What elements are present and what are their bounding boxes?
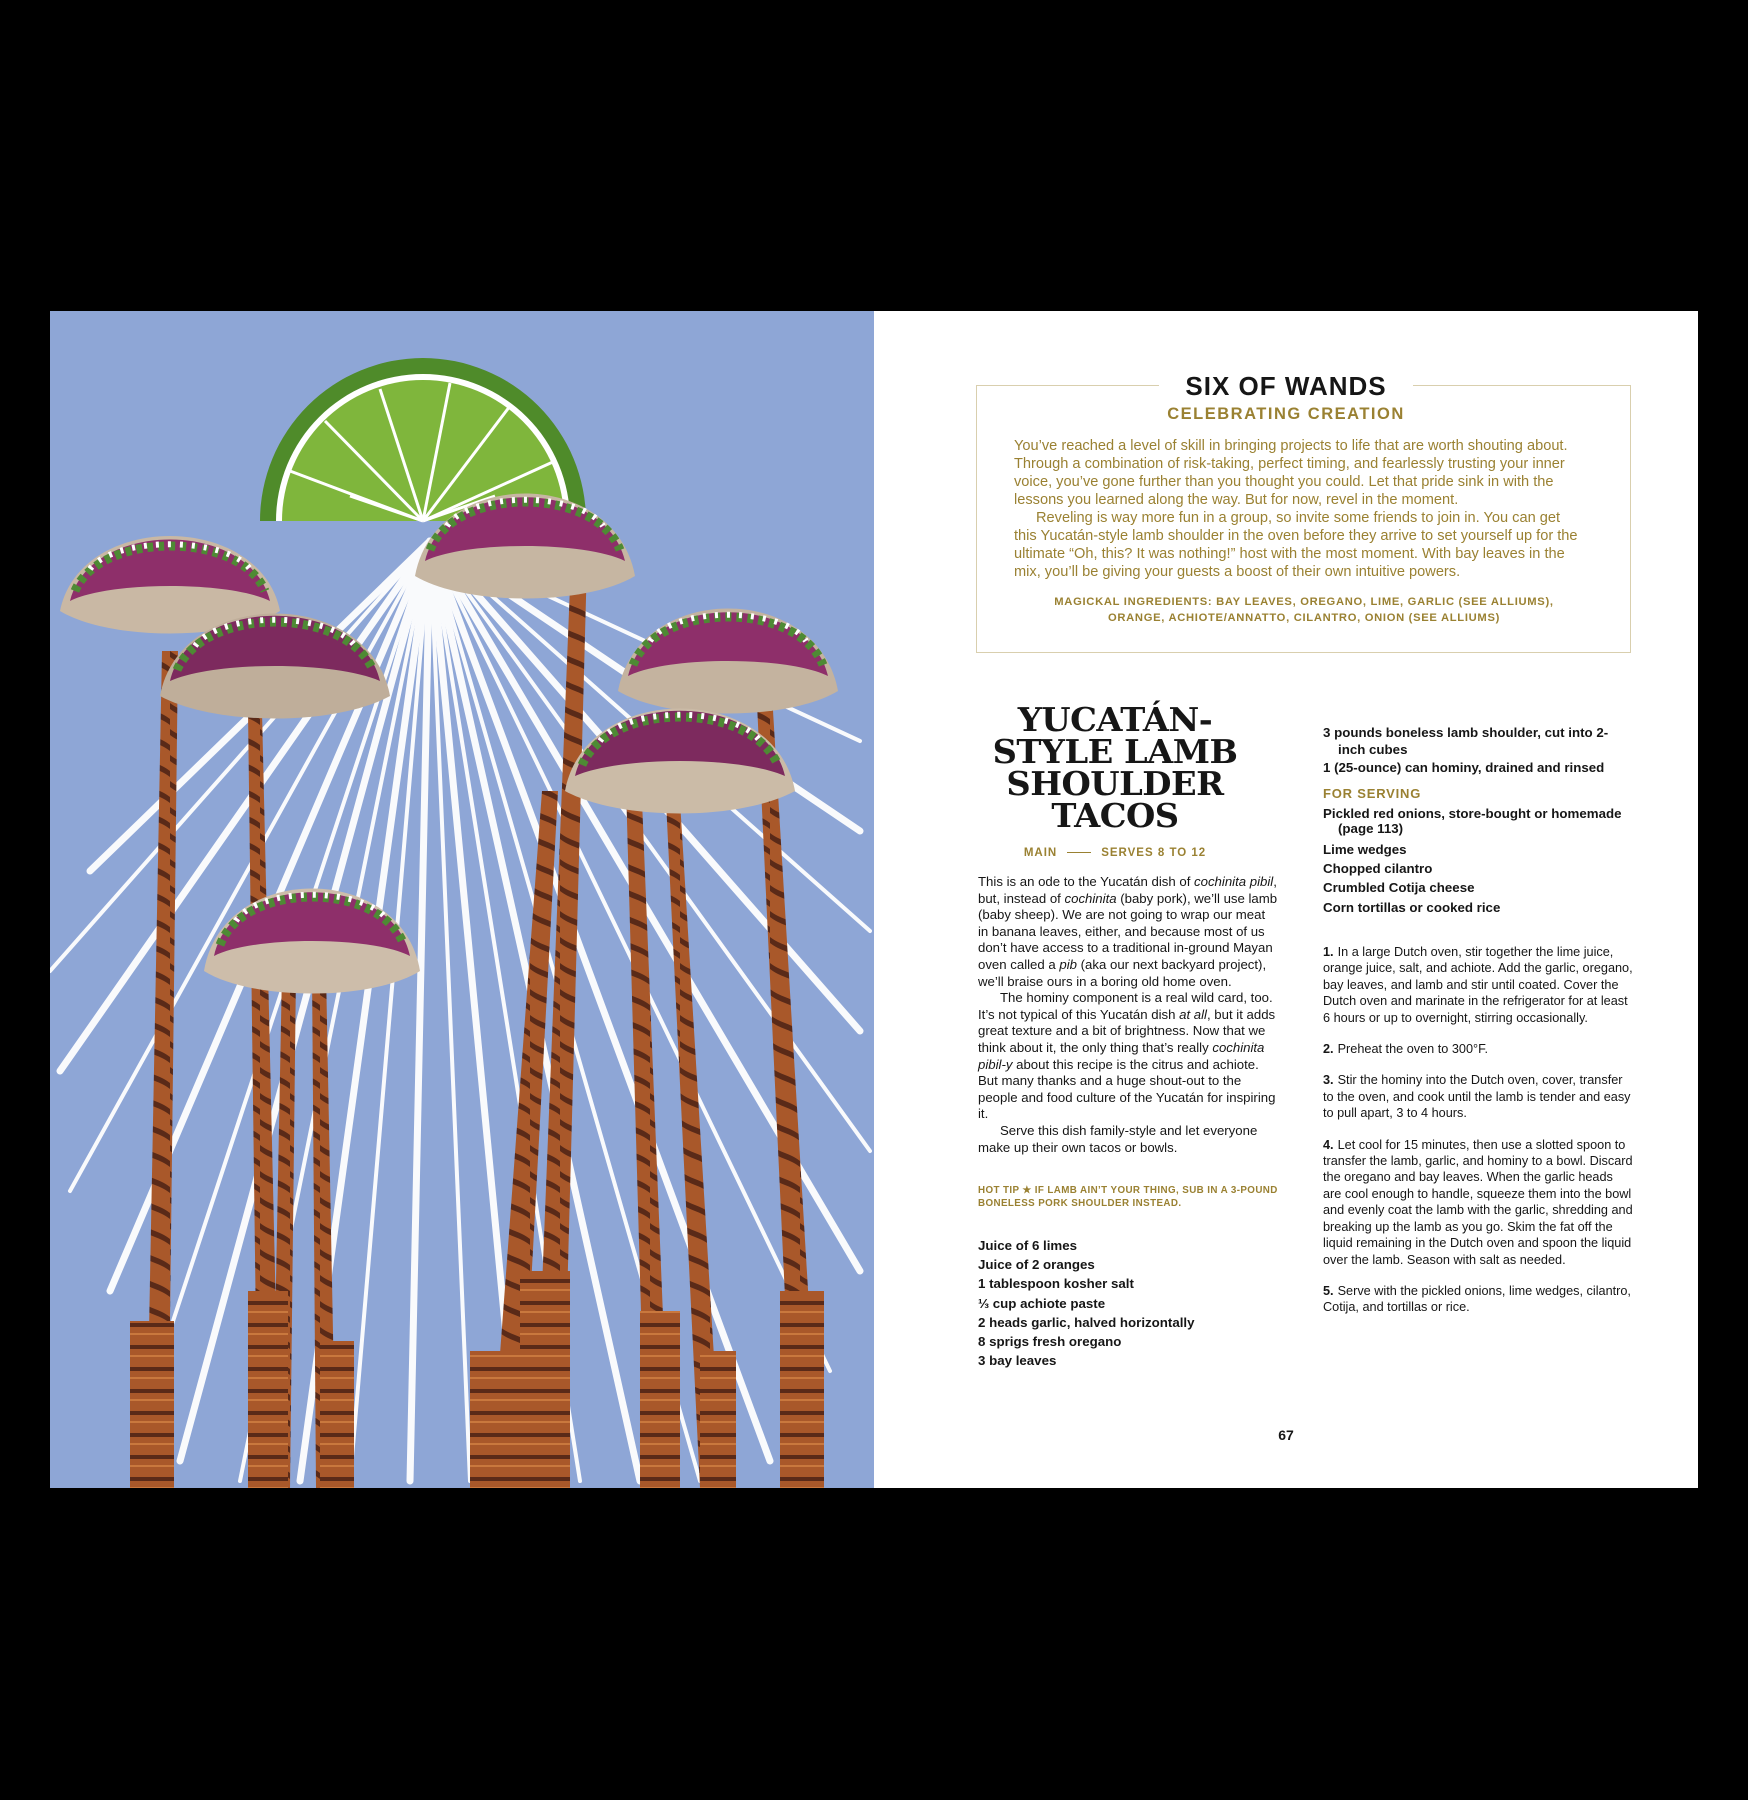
tarot-paragraph: You’ve reached a level of skill in bringing projects to life that are worth shouting about. Through a combination of risk-taking, perfect timing, and fearlessly trusting your inner voice, you’ve gone further than you thought you could. Let that pride sink in with the lessons you learned along the way. But for now, revel in the moment.	[1014, 438, 1568, 508]
list-item: Juice of 6 limes	[978, 1238, 1078, 1253]
list-item: Chopped cilantro	[1323, 861, 1433, 877]
list-item: 3 bay leaves	[978, 1353, 1057, 1369]
list-item: ⅓ cup achiote paste	[978, 1295, 1106, 1311]
list-item: 3 pounds boneless lamb shoulder, cut into 2-inch cubes	[1323, 725, 1609, 757]
magickal-ingredients: MAGICKAL INGREDIENTS: BAY LEAVES, OREGANO, LIME, GARLIC (SEE ALLIUMS), ORANGE, ACHIOTE/ANNATTO, CILANTRO, ONION (SEE ALLIUMS)	[1054, 596, 1554, 624]
step-item: 1. In a large Dutch oven, stir together the lime juice, orange juice, salt, and achiote. Add the garlic, oregano, bay leaves, and lamb and stir until coated. Cover the Dutch oven and marinate in the refrigerator for at least 6 hours or up to overnight, stirring occasionally.	[1323, 945, 1633, 1025]
recipe-meta	[980, 847, 1250, 859]
list-item: Juice of 2 oranges	[978, 1257, 1095, 1273]
intro-paragraph: This is an ode to the Yucatán dish of cochinita pibil, but, instead of cochinita (baby pork), we’ll use lamb (baby sheep). We are not going to wrap our meat in banana leaves, either, and because most of us don’t have access to a traditional in-ground Mayan oven called a pib (aka our next backyard project), we’ll braise ours in a boring old home oven.	[978, 874, 1278, 989]
illustration-page	[50, 311, 874, 1488]
book-spread	[50, 311, 1698, 1488]
list-item: Crumbled Cotija cheese	[1323, 880, 1475, 896]
page-number: 67	[1278, 1427, 1294, 1443]
list-item: 1 (25-ounce) can hominy, drained and rinsed	[1323, 760, 1605, 775]
ingredients-list-continued	[1323, 724, 1623, 777]
taco-wands-illustration	[50, 311, 874, 1488]
serving-list	[1323, 806, 1623, 917]
list-item: 2 heads garlic, halved horizontally	[978, 1314, 1195, 1330]
method-steps	[1323, 944, 1633, 1331]
divider	[1067, 852, 1091, 853]
step-item: 2. Preheat the oven to 300°F.	[1323, 1042, 1488, 1057]
recipe-page	[874, 311, 1698, 1488]
tarot-description	[1014, 437, 1586, 581]
list-item: Lime wedges	[1323, 842, 1407, 857]
step-item: 5. Serve with the pickled onions, lime wedges, cilantro, Cotija, and tortillas or rice.	[1323, 1283, 1631, 1315]
list-item: 8 sprigs fresh oregano	[978, 1334, 1122, 1350]
recipe-intro	[978, 874, 1278, 1156]
list-item: Corn tortillas or cooked rice	[1323, 899, 1501, 915]
intro-paragraph: The hominy component is a real wild card, too. It’s not typical of this Yucatán dish at all, but it adds great texture and a bit of brightness. Now that we think about it, the only thing that’s really cochinita pibil-y about this recipe is the citrus and achiote. But many thanks and a huge shout-out to the people and food culture of the Yucatán for inspiring it.	[978, 990, 1276, 1122]
step-item: 4. Let cool for 15 minutes, then use a slotted spoon to transfer the lamb, garlic, and hominy to a bowl. Discard the oregano and bay leaves. When the garlic heads are cool enough to handle, squeeze them into the bowl and evenly coat the lamb with the garlic, shredding and breaking up the lamb as you go. Skim the fat off the liquid remaining in the Dutch oven and spoon the liquid over the lamb. Season with salt as needed.	[1323, 1137, 1633, 1267]
tarot-paragraph: Reveling is way more fun in a group, so invite some friends to join in. You can get this Yucatán-style lamb shoulder in the oven before they arrive to set yourself up for the ultimate “Oh, this? It was nothing!” host with the most moment. With bay leaves in the mix, you’ll be giving your guests a boost of their own intuitive powers.	[1014, 510, 1578, 580]
tarot-title: SIX OF WANDS	[874, 371, 1698, 402]
ingredients-list	[978, 1236, 1298, 1370]
serving-heading: FOR SERVING	[1323, 786, 1422, 801]
tarot-subtitle: CELEBRATING CREATION	[1167, 405, 1405, 423]
hot-tip: HOT TIP ★ IF LAMB AIN’T YOUR THING, SUB IN A 3-POUND BONELESS PORK SHOULDER INSTEAD.	[978, 1185, 1278, 1209]
serves-label: SERVES 8 TO 12	[1101, 847, 1207, 859]
course-label: MAIN	[1023, 847, 1058, 859]
intro-paragraph: Serve this dish family-style and let everyone make up their own tacos or bowls.	[978, 1122, 1258, 1155]
step-item: 3. Stir the hominy into the Dutch oven, cover, transfer to the oven, and cook until the lamb is tender and easy to pull apart, 3 to 4 hours.	[1323, 1073, 1631, 1121]
list-item: Pickled red onions, store-bought or homemade (page 113)	[1323, 806, 1622, 836]
recipe-title: YUCATÁN- STYLE LAMB SHOULDER TACOS	[992, 700, 1238, 835]
list-item: 1 tablespoon kosher salt	[978, 1276, 1134, 1292]
